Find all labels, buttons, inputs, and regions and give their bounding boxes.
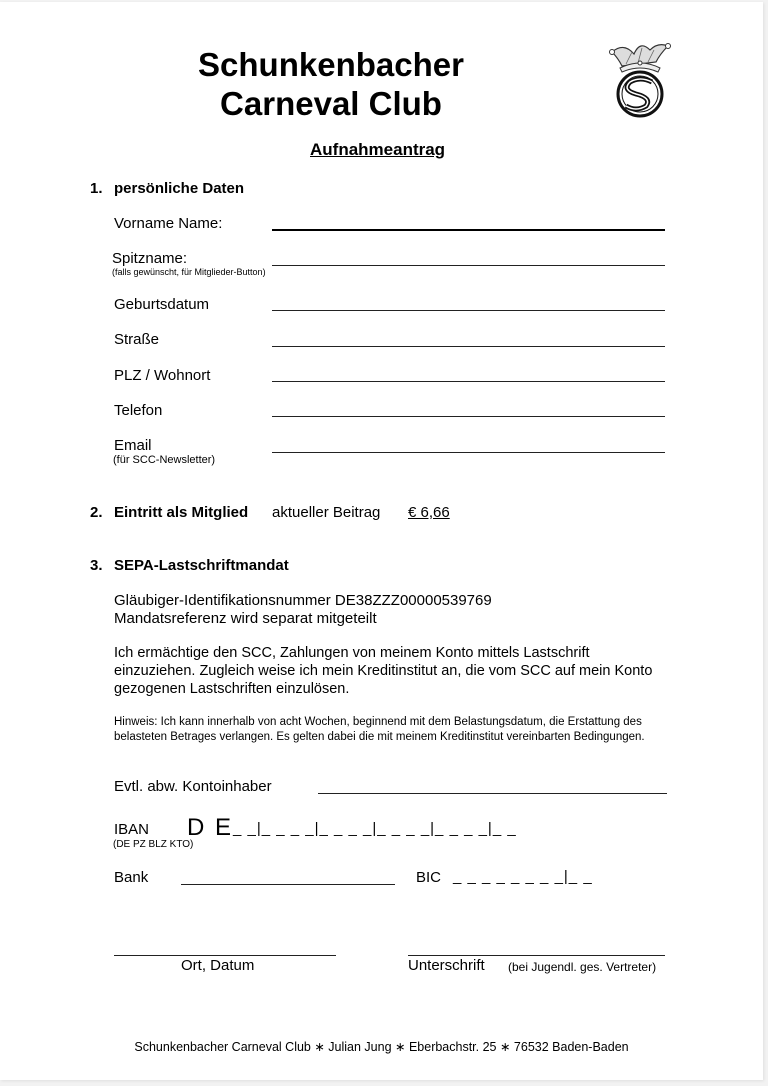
field-sublabel-email: (für SCC-Newsletter) <box>113 454 216 466</box>
phone-input-line[interactable] <box>272 416 665 417</box>
section1-heading: persönliche Daten <box>114 180 245 197</box>
iban-input-blanks[interactable]: _ _|_ _ _ _|_ _ _ _|_ _ _ _|_ _ _ _|_ _ <box>233 820 517 837</box>
form-page <box>0 2 763 1080</box>
field-label-birthdate: Geburtsdatum <box>114 296 210 313</box>
field-sublabel-nickname: (falls gewünscht, für Mitglieder-Button) <box>112 267 266 277</box>
mandate-reference: Mandatsreferenz wird separat mitgeteilt <box>114 610 377 627</box>
iban-label: IBAN <box>114 821 150 838</box>
signature-input-line[interactable] <box>408 955 665 956</box>
account-holder-label: Evtl. abw. Kontoinhaber <box>114 778 272 795</box>
account-holder-input-line[interactable] <box>318 793 667 794</box>
bic-label: BIC <box>416 869 442 886</box>
footer-address: Schunkenbacher Carneval Club ∗ Julian Jung ∗ Eberbachstr. 25 ∗ 76532 Baden-Baden <box>134 1040 629 1054</box>
place-date-input-line[interactable] <box>114 955 336 956</box>
section3-number: 3. <box>90 557 103 574</box>
section3-heading: SEPA-Lastschriftmandat <box>114 557 289 574</box>
authorization-text: Ich ermächtige den SCC, Zahlungen von meinem Konto mittels Lastschrift einzuziehen. Zugleich weise ich mein Kreditinstitut an, die vom SCC auf mein Konto gezogenen Lastschriften einzulösen. <box>114 645 653 697</box>
signature-label: Unterschrift <box>408 957 485 974</box>
field-label-name: Vorname Name: <box>114 215 223 232</box>
city-input-line[interactable] <box>272 381 665 382</box>
iban-country-prefix: D E <box>187 814 234 841</box>
street-input-line[interactable] <box>272 346 665 347</box>
form-title: Aufnahmeantrag <box>310 140 446 159</box>
signature-note: (bei Jugendl. ges. Vertreter) <box>508 960 657 974</box>
section1-number: 1. <box>90 180 103 197</box>
club-title-line1: Schunkenbacher <box>198 46 464 83</box>
email-input-line[interactable] <box>272 452 665 453</box>
section2-heading: Eintritt als Mitglied <box>114 504 249 521</box>
bic-input-blanks[interactable]: _ _ _ _ _ _ _ _|_ _ <box>453 868 593 885</box>
refund-notice: Hinweis: Ich kann innerhalb von acht Wochen, beginnend mit dem Belastungsdatum, die Erstattung des belasteten Betrages verlangen. Es gelten dabei die mit meinem Kreditinstitut vereinbarten Bedingungen. <box>114 716 645 743</box>
bank-input-line[interactable] <box>181 884 395 885</box>
creditor-id: Gläubiger-Identifikationsnummer DE38ZZZ00000539769 <box>114 592 492 609</box>
field-label-phone: Telefon <box>114 402 163 419</box>
jester-cap-s-logo-icon <box>606 38 672 118</box>
nickname-input-line[interactable] <box>272 265 665 266</box>
bank-label: Bank <box>114 869 149 886</box>
name-input-line[interactable] <box>272 229 665 231</box>
iban-sublabel: (DE PZ BLZ KTO) <box>113 839 194 850</box>
fee-label: aktueller Beitrag <box>272 504 381 521</box>
club-title-line2: Carneval Club <box>220 85 442 122</box>
section2-number: 2. <box>90 504 103 521</box>
place-date-label: Ort, Datum <box>181 957 255 974</box>
fee-value: € 6,66 <box>408 504 450 521</box>
field-label-city: PLZ / Wohnort <box>114 367 211 384</box>
field-label-nickname: Spitzname: <box>112 250 188 267</box>
field-label-email: Email <box>114 437 152 454</box>
field-label-street: Straße <box>114 331 160 348</box>
birthdate-input-line[interactable] <box>272 310 665 311</box>
